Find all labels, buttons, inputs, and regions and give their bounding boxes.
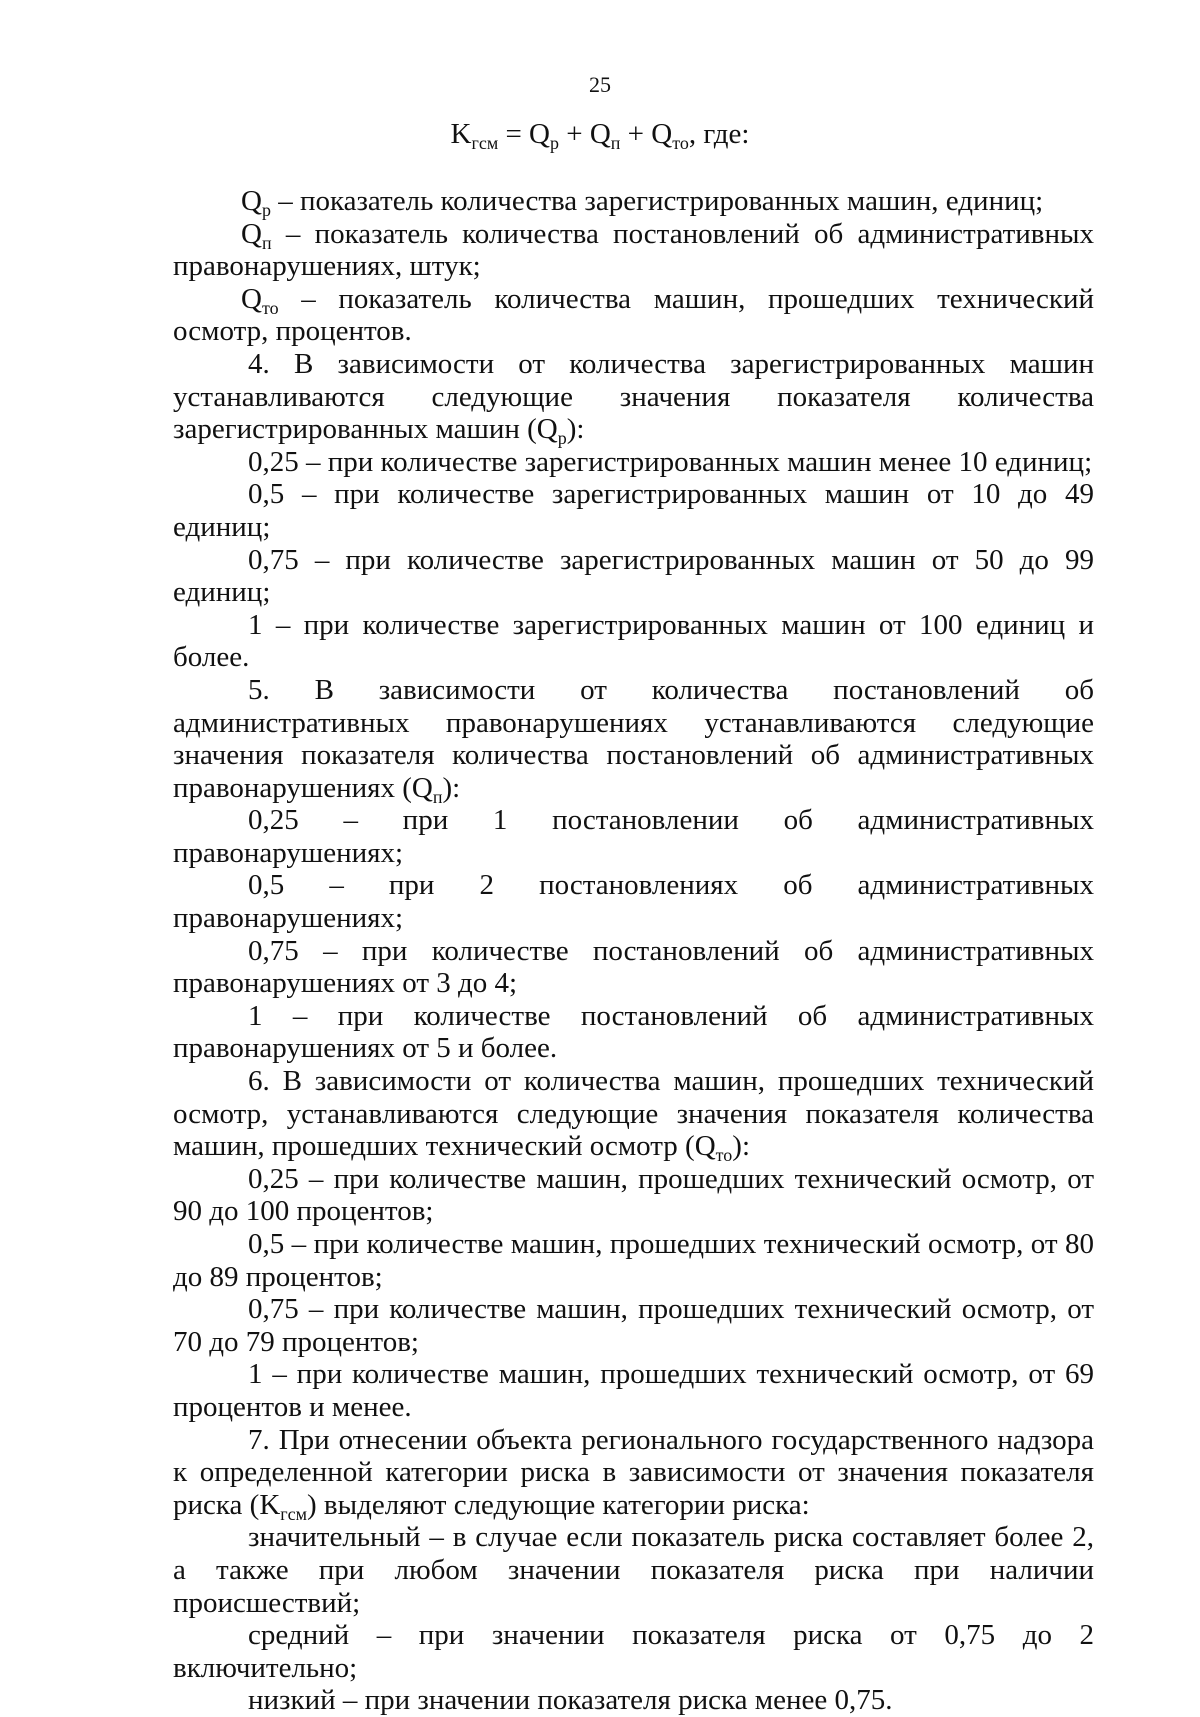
definition-qto (173, 283, 1094, 348)
item-6-value: 0,5 – при количестве машин, прошедших технический осмотр, от 80 до 89 процентов; (173, 1228, 1094, 1293)
item-6-intro: 6. В зависимости от количества машин, прошедших технический осмотр, устанавливаются следующие значения показателя количества машин, прошедших технический осмотр $(Q_{то})$: (173, 1065, 1094, 1165)
formula-equals: = (498, 118, 530, 150)
definition-text: – показатель количества постановлений об административных правонарушениях, штук; (173, 217, 1094, 283)
formula-term-1-subscript: р (550, 132, 559, 153)
definition-symbol: Q (241, 185, 262, 217)
item-4-value: 0,5 – при количестве зарегистрированных машин от 10 до 49 единиц; (173, 478, 1094, 543)
item-5-intro: 5. В зависимости от количества постановлений об административных правонарушениях устанавливаются следующие значения показателя количества постановлений об административных правонарушениях $(Q_п)$: (173, 673, 1094, 807)
formula-tail: , где: (688, 118, 750, 150)
definition-subscript: п (261, 232, 272, 253)
formula-term-1: Q (529, 118, 550, 150)
formula-lhs-subscript: гсм (471, 132, 499, 153)
definition-qp (173, 218, 1094, 283)
item-5-value: 0,25 – при 1 постановлении об административных правонарушениях; (173, 804, 1094, 869)
definition-symbol: Q (241, 217, 262, 250)
risk-formula (0, 118, 1200, 151)
item-5-value: 0,75 – при количестве постановлений об административных правонарушениях от 3 до 4; (173, 934, 1094, 1000)
item-7-subscript: гсм (280, 1503, 307, 1524)
page-number: 25 (589, 72, 611, 97)
document-body (173, 185, 1094, 1717)
definition-subscript: р (261, 199, 271, 220)
item-4-value: 0,25 – при количестве зарегистрированных машин менее 10 единиц; (248, 445, 1093, 478)
definition-text: – показатель количества зарегистрированных машин, единиц; (270, 185, 1044, 217)
formula-term-3-subscript: то (672, 132, 689, 153)
item-5-subscript: п (432, 786, 443, 807)
item-7-category: низкий – при значении показателя риска менее 0,75. (248, 1684, 893, 1717)
item-7-category: значительный – в случае если показатель риска составляет более 2, а также при любом значении показателя риска при наличии происшествий; (173, 1521, 1094, 1619)
definition-text: – показатель количества машин, прошедших технический осмотр, процентов. (173, 282, 1094, 348)
item-5-value: 0,5 – при 2 постановлениях об административных правонарушениях; (173, 869, 1094, 935)
item-6-value: 1 – при количестве машин, прошедших технический осмотр, от 69 процентов и менее. (173, 1358, 1094, 1423)
formula-term-3: Q (651, 118, 673, 150)
definition-subscript: то (261, 297, 279, 318)
formula-plus-1: + (558, 118, 590, 150)
formula-lhs: K (450, 118, 472, 150)
item-4-intro: 4. В зависимости от количества зарегистрированных машин устанавливаются следующие значения показателя количества зарегистрированных машин $(Q_р)$: (173, 347, 1094, 448)
item-4-value: 0,75 – при количестве зарегистрированных машин от 50 до 99 единиц; (173, 543, 1094, 609)
item-6-value: 0,75 – при количестве машин, прошедших технический осмотр, от 70 до 79 процентов; (173, 1293, 1094, 1358)
item-6-subscript: то (715, 1144, 733, 1165)
item-6-value: 0,25 – при количестве машин, прошедших технический осмотр, от 90 до 100 процентов; (173, 1162, 1094, 1228)
formula-plus-2: + (620, 118, 652, 150)
formula-term-2-subscript: п (610, 132, 621, 153)
item-7-category: средний – при значении показателя риска от 0,75 до 2 включительно; (173, 1619, 1094, 1684)
item-4-value: 1 – при количестве зарегистрированных машин от 100 единиц и более. (173, 608, 1094, 674)
definition-symbol: Q (241, 282, 262, 315)
definition-qr (173, 185, 1094, 218)
item-4-subscript: р (557, 427, 567, 448)
item-5-value: 1 – при количестве постановлений об административных правонарушениях от 5 и более. (173, 999, 1094, 1065)
item-7-intro: 7. При отнесении объекта регионального государственного надзора к определенной категории риска в зависимости от значения показателя риска $(K_{гсм})$ выделяют следующие категории риска: (173, 1423, 1094, 1524)
formula-term-2: Q (589, 118, 611, 150)
